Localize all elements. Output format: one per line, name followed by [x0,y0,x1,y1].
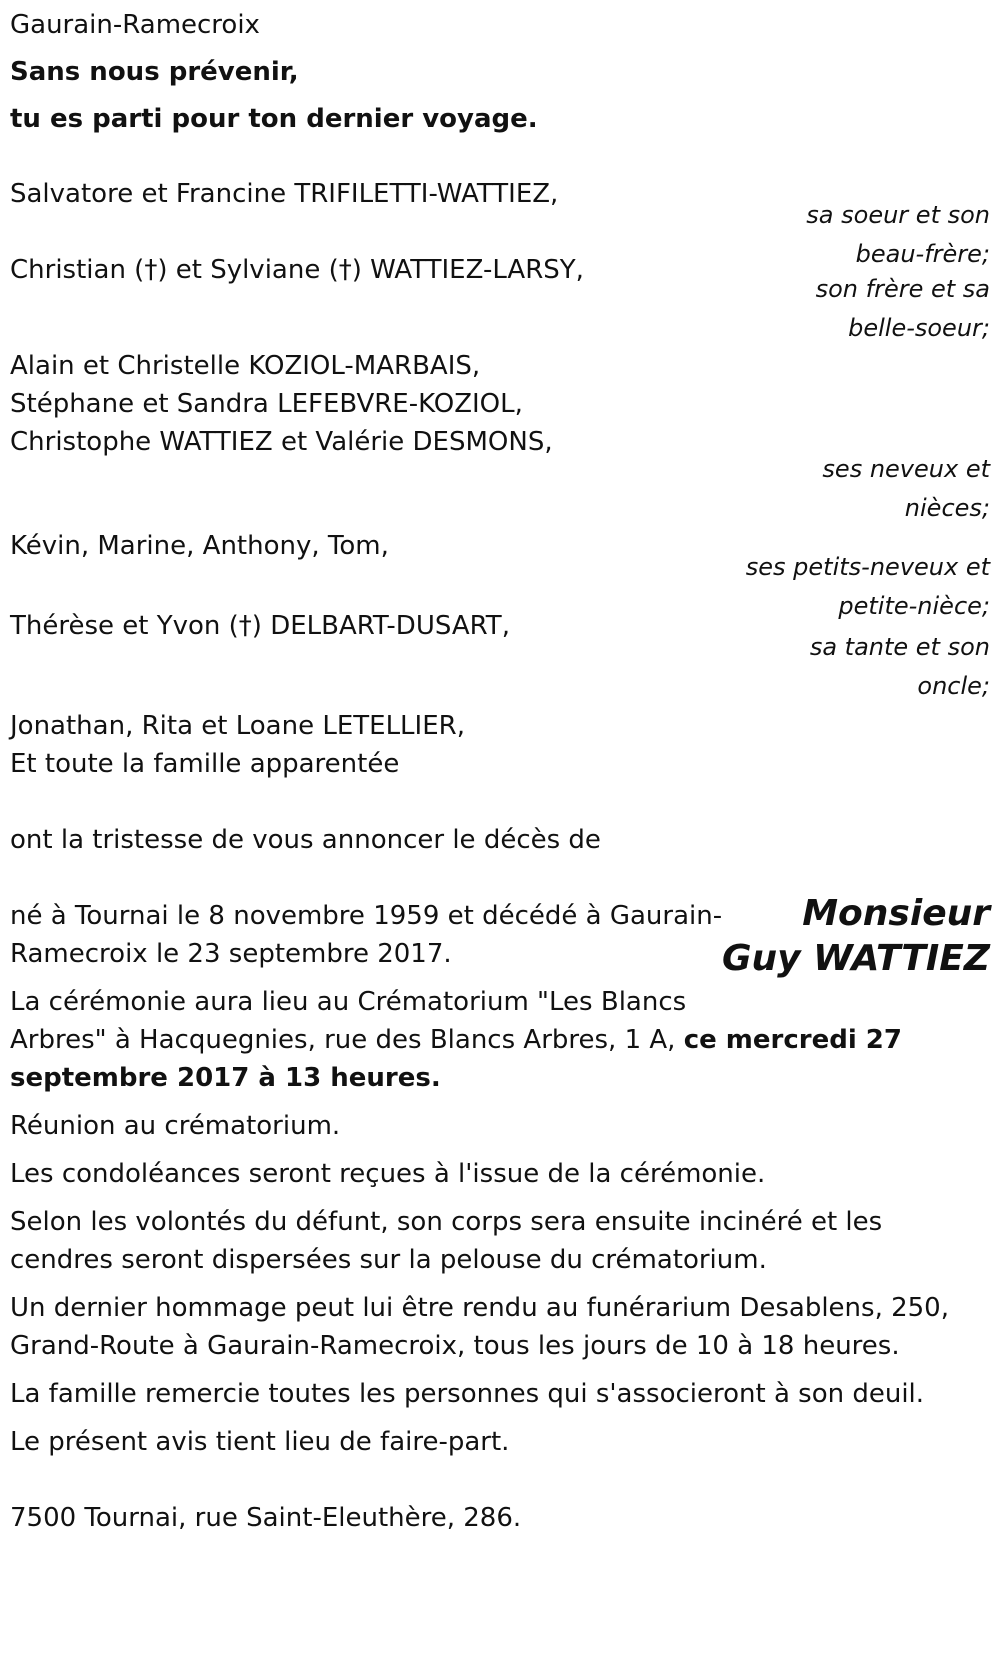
family-names: Christian (†) et Sylviane (†) WATTIEZ-LARSY, [10,255,584,285]
condolences-info: Les condoléances seront reçues à l'issue de la cérémonie. [10,1159,766,1189]
relation-line: belle-soeur; [848,314,990,342]
ceremony-text: Arbres" à Hacquegnies, rue des Blancs Arbres, 1 A, [10,1025,684,1055]
family-relation [730,196,990,274]
relation-line: ses petits-neveux et [745,553,990,581]
notice-info: Le présent avis tient lieu de faire-part. [10,1427,510,1457]
ceremony-line: La cérémonie aura lieu au Crématorium "Les Blancs [10,987,687,1017]
death-section [10,893,990,1098]
family-names: Stéphane et Sandra LEFEBVRE-KOZIOL, [10,389,523,419]
family-names: Salvatore et Francine TRIFILETTI-WATTIEZ, [10,179,559,209]
tribute-info: Grand-Route à Gaurain-Ramecroix, tous les jours de 10 à 18 heures. [10,1331,900,1361]
thanks-info: La famille remercie toutes les personnes qui s'associeront à son deuil. [10,1379,925,1409]
birth-death-info [10,896,730,974]
family-names: Christophe WATTIEZ et Valérie DESMONS, [10,427,553,457]
birth-death-line: né à Tournai le 8 novembre 1959 et décédé à Gaurain- [10,901,723,931]
cremation-info: Selon les volontés du défunt, son corps sera ensuite incinéré et les [10,1207,883,1237]
family-relation [730,548,990,626]
quote-line-1: Sans nous prévenir, [10,57,299,87]
relation-line: beau-frère; [855,240,990,268]
deceased-name [722,891,990,981]
family-group [10,346,990,528]
announcement: ont la tristesse de vous annoncer le décès de [10,825,601,855]
birth-death-line: Ramecroix le 23 septembre 2017. [10,939,452,969]
family-names: Kévin, Marine, Anthony, Tom, [10,531,389,561]
relation-line: nièces; [904,494,990,522]
relation-line: sa soeur et son [806,201,990,229]
family-names: Thérèse et Yvon (†) DELBART-DUSART, [10,611,510,641]
family-relation [730,270,990,348]
deceased-full-name: Guy WATTIEZ [721,938,990,979]
obituary-notice [10,5,990,1538]
cremation-info: cendres seront dispersées sur la pelouse du crématorium. [10,1245,767,1275]
ceremony-info [10,982,990,1098]
relation-line: petite-nièce; [838,592,990,620]
address: 7500 Tournai, rue Saint-Eleuthère, 286. [10,1503,522,1533]
relation-line: ses neveux et [822,455,990,483]
family-relation [730,628,990,706]
tribute-info: Un dernier hommage peut lui être rendu au funérarium Desablens, 250, [10,1293,949,1323]
deceased-title: Monsieur [802,893,990,934]
others-line-1: Jonathan, Rita et Loane LETELLIER, [10,711,465,741]
relation-line: oncle; [917,672,990,700]
reunion-info: Réunion au crématorium. [10,1111,341,1141]
ceremony-line [10,1020,990,1060]
location: Gaurain-Ramecroix [10,10,260,40]
relation-line: son frère et sa [815,275,990,303]
relation-line: sa tante et son [809,633,990,661]
ceremony-time: septembre 2017 à 13 heures. [10,1063,441,1093]
family-names: Alain et Christelle KOZIOL-MARBAIS, [10,351,481,381]
others-line-2: Et toute la famille apparentée [10,749,400,779]
family-relation [730,450,990,528]
quote-line-2: tu es parti pour ton dernier voyage. [10,104,538,134]
ceremony-date: ce mercredi 27 [683,1025,902,1055]
